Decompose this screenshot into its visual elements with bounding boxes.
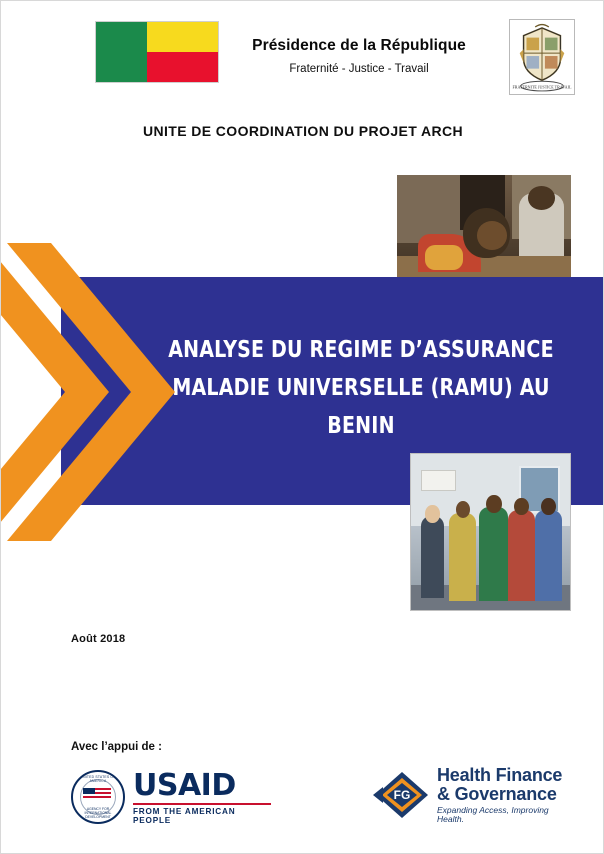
flag-green-band (96, 22, 147, 82)
cover-photo-bottom (410, 453, 571, 611)
document-title-line-1: ANALYSE DU REGIME D’ASSURANCE (168, 337, 554, 363)
flag-yellow-band (147, 22, 218, 52)
hfg-line-2: & Governance (437, 783, 557, 804)
hfg-tagline: Expanding Access, Improving Health. (437, 805, 549, 824)
usaid-seal-top-text: UNITED STATES OF AMERICA (80, 775, 116, 783)
usaid-wordmark: USAID (133, 767, 236, 803)
coat-of-arms-icon (509, 19, 575, 95)
cover-photo-top (397, 175, 571, 285)
support-label: Avec l’appui de : (71, 741, 162, 753)
hfg-wordmark-block (437, 766, 573, 823)
chevron-decoration (1, 237, 181, 547)
benin-flag-icon (95, 21, 219, 83)
flag-red-band (147, 52, 218, 82)
usaid-logo (71, 769, 271, 825)
coordination-unit-title: UNITE DE COORDINATION DU PROJET ARCH (142, 123, 464, 139)
hfg-mark-icon (373, 769, 431, 821)
publication-date: Août 2018 (71, 633, 126, 645)
republic-title: Présidence de la République (252, 37, 466, 54)
flag-right-bands (147, 22, 218, 82)
usaid-tagline: FROM THE AMERICAN PEOPLE (133, 803, 271, 825)
svg-text:FRATERNITE JUSTICE TRAVAIL: FRATERNITE JUSTICE TRAVAIL (512, 84, 572, 90)
usaid-seal-bottom-text: AGENCY FOR INTERNATIONAL DEVELOPMENT (84, 807, 112, 819)
document-title-line-3: BENIN (327, 413, 395, 439)
document-title (168, 331, 554, 445)
usaid-wordmark-block (133, 767, 271, 825)
hfg-line-1: Health Finance (437, 765, 563, 786)
usaid-seal-icon (71, 770, 125, 824)
svg-text:FG: FG (393, 788, 411, 802)
republic-motto: Fraternité - Justice - Travail (289, 63, 429, 75)
document-title-line-2: MALADIE UNIVERSELLE (RAMU) AU (172, 375, 550, 401)
hfg-logo (373, 765, 573, 825)
